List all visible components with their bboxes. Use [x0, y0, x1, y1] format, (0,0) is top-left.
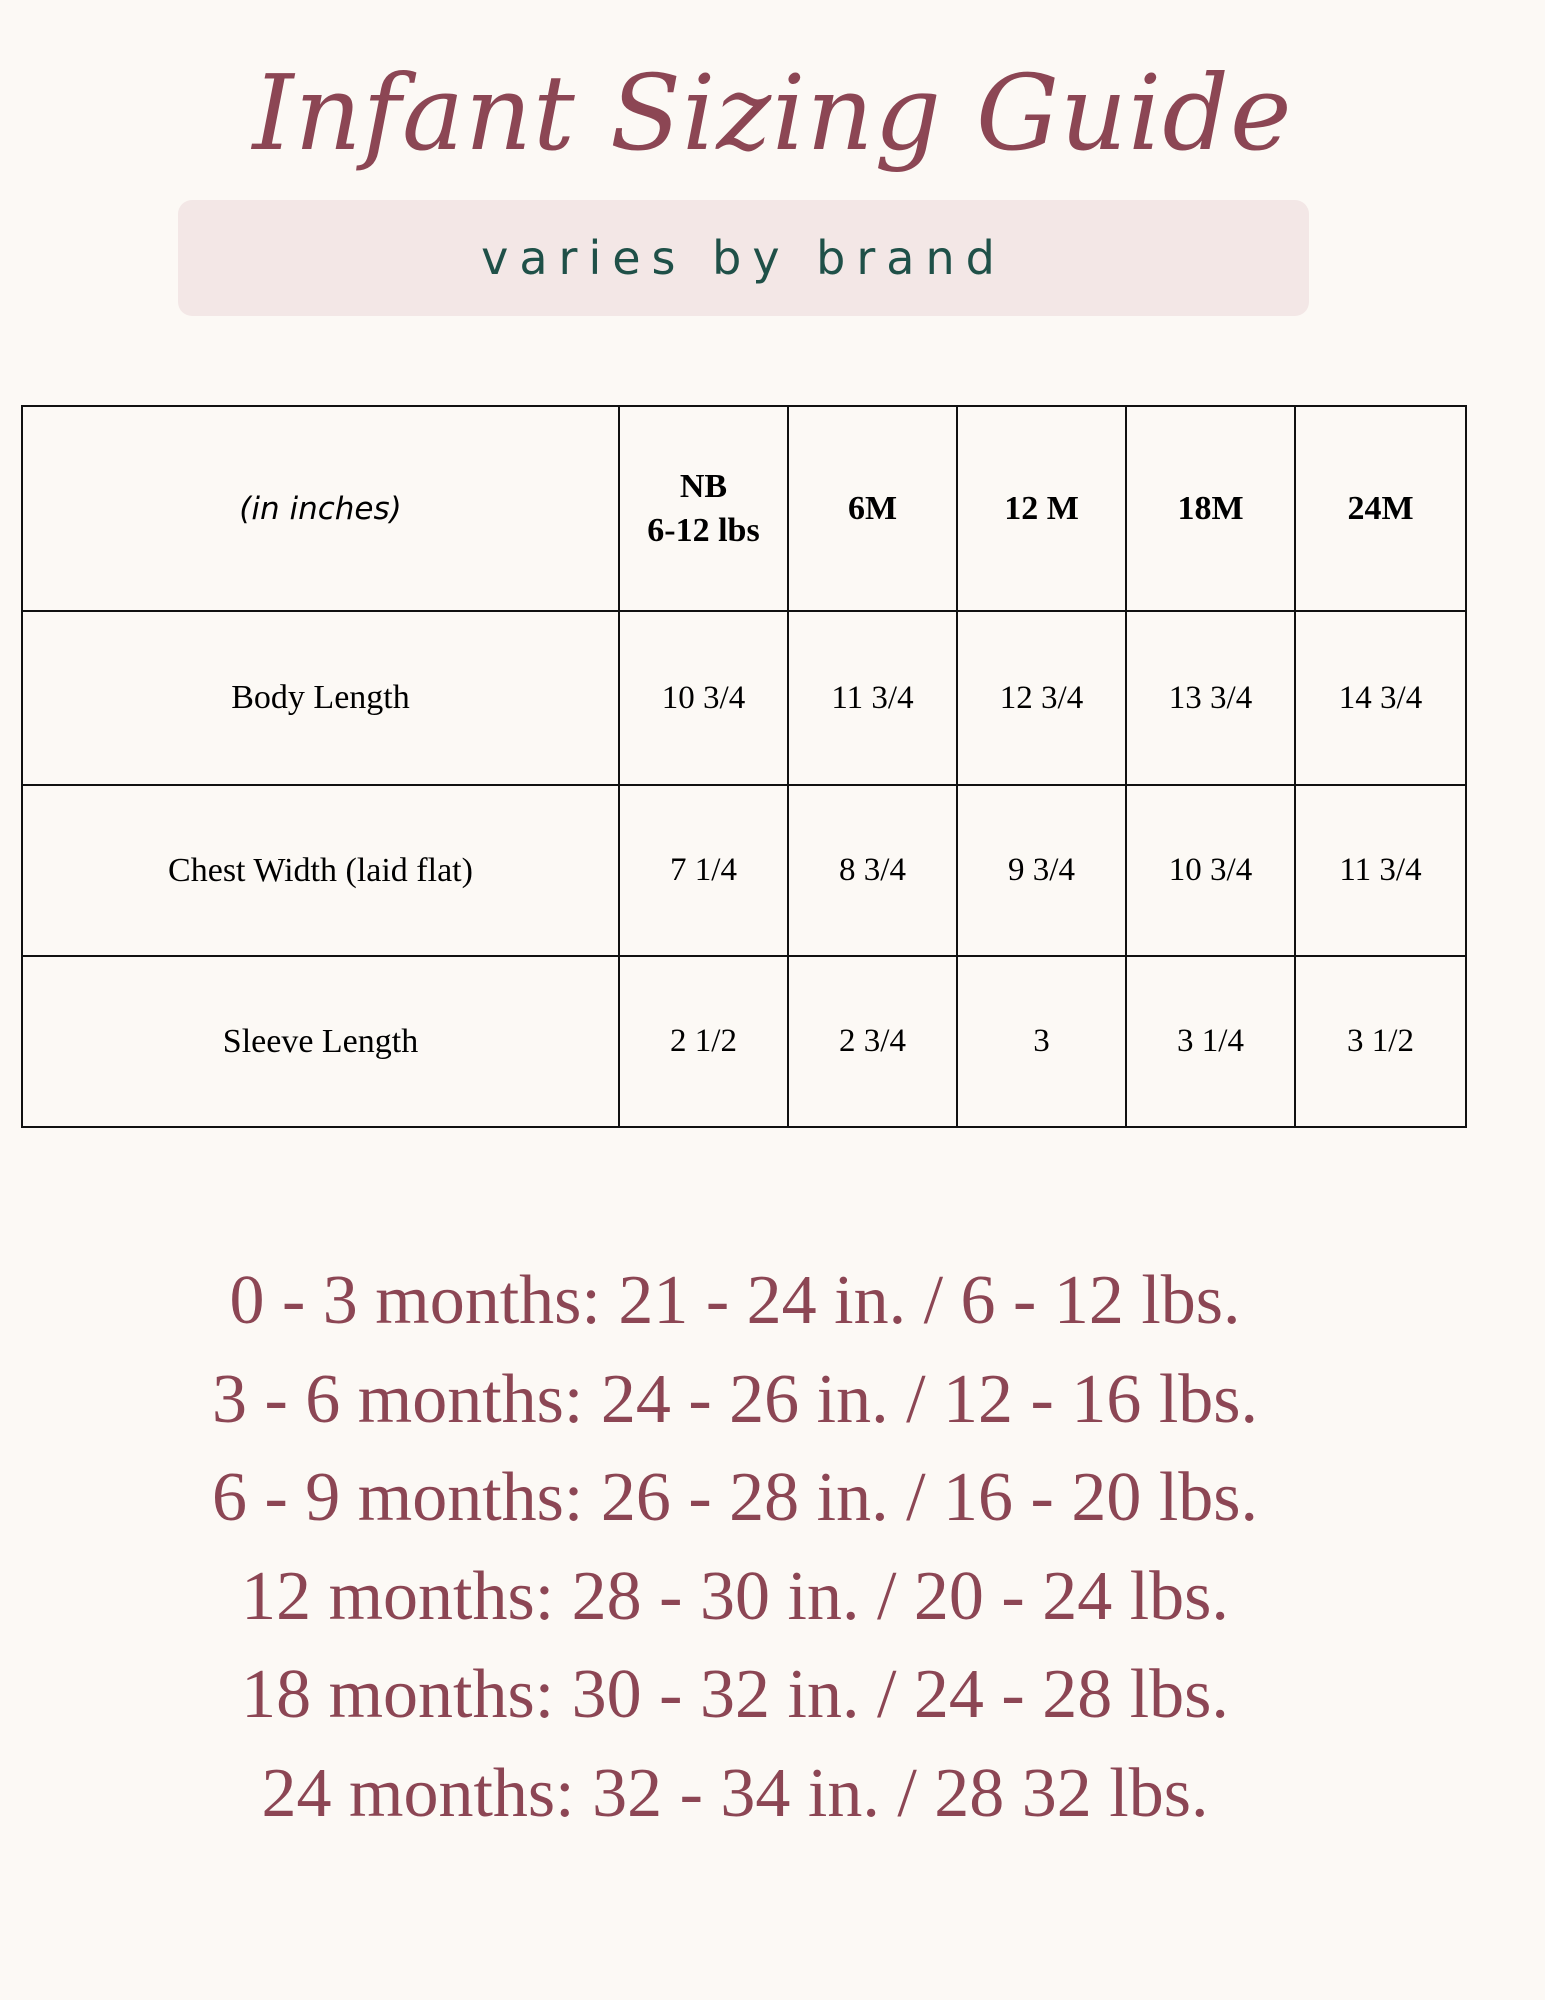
units-label: (in inches) [239, 490, 402, 527]
table-cell: 3 1/4 [1126, 956, 1295, 1127]
table-cell: 10 3/4 [619, 611, 788, 785]
row-label: Sleeve Length [22, 956, 619, 1127]
range-line-0-3-months: 0 - 3 months: 21 - 24 in. / 6 - 12 lbs. [229, 1262, 1241, 1339]
column-header-label: 18M [1177, 489, 1244, 527]
table-row-sleeve-length [22, 956, 1466, 1127]
table-row-chest-width [22, 785, 1466, 956]
table-cell: 12 3/4 [957, 611, 1126, 785]
range-line-12-months: 12 months: 28 - 30 in. / 20 - 24 lbs. [241, 1557, 1229, 1635]
range-line-6-9-months: 6 - 9 months: 26 - 28 in. / 16 - 20 lbs. [211, 1459, 1259, 1537]
column-header-sublabel: 6-12 lbs [647, 511, 760, 549]
table-cell: 7 1/4 [619, 785, 788, 956]
range-line-3-6-months: 3 - 6 months: 24 - 26 in. / 12 - 16 lbs. [211, 1360, 1259, 1438]
column-header-label: NB [679, 467, 728, 505]
table-cell: 8 3/4 [788, 785, 957, 956]
corner-label-cell [22, 406, 619, 611]
table-cell: 10 3/4 [1126, 785, 1295, 956]
column-header-12m [957, 406, 1126, 611]
size-table [21, 405, 1467, 1128]
table-cell: 2 3/4 [788, 956, 957, 1127]
table-header-row [22, 406, 1466, 611]
column-header-nb [619, 406, 788, 611]
row-label: Chest Width (laid flat) [22, 785, 619, 956]
table-cell: 13 3/4 [1126, 611, 1295, 785]
row-label: Body Length [22, 611, 619, 785]
table-cell: 14 3/4 [1295, 611, 1466, 785]
table-cell: 2 1/2 [619, 956, 788, 1127]
table-cell: 3 1/2 [1295, 956, 1466, 1127]
table-cell: 11 3/4 [1295, 785, 1466, 956]
subtitle-banner [178, 200, 1309, 316]
column-header-18m [1126, 406, 1295, 611]
subtitle-text: varies by brand [481, 231, 1006, 285]
age-size-ranges [0, 1252, 1470, 1844]
range-line-24-months: 24 months: 32 - 34 in. / 28 32 lbs. [261, 1754, 1209, 1832]
column-header-label: 24M [1347, 489, 1414, 527]
table-cell: 3 [957, 956, 1126, 1127]
table-cell: 11 3/4 [788, 611, 957, 785]
table-row-body-length [22, 611, 1466, 785]
table-cell: 9 3/4 [957, 785, 1126, 956]
range-line-18-months: 18 months: 30 - 32 in. / 24 - 28 lbs. [241, 1656, 1229, 1734]
column-header-label: 6M [847, 489, 898, 527]
page-title: Infant Sizing Guide [252, 52, 1293, 174]
column-header-label: 12 M [1004, 489, 1079, 527]
column-header-6m [788, 406, 957, 611]
column-header-24m [1295, 406, 1466, 611]
